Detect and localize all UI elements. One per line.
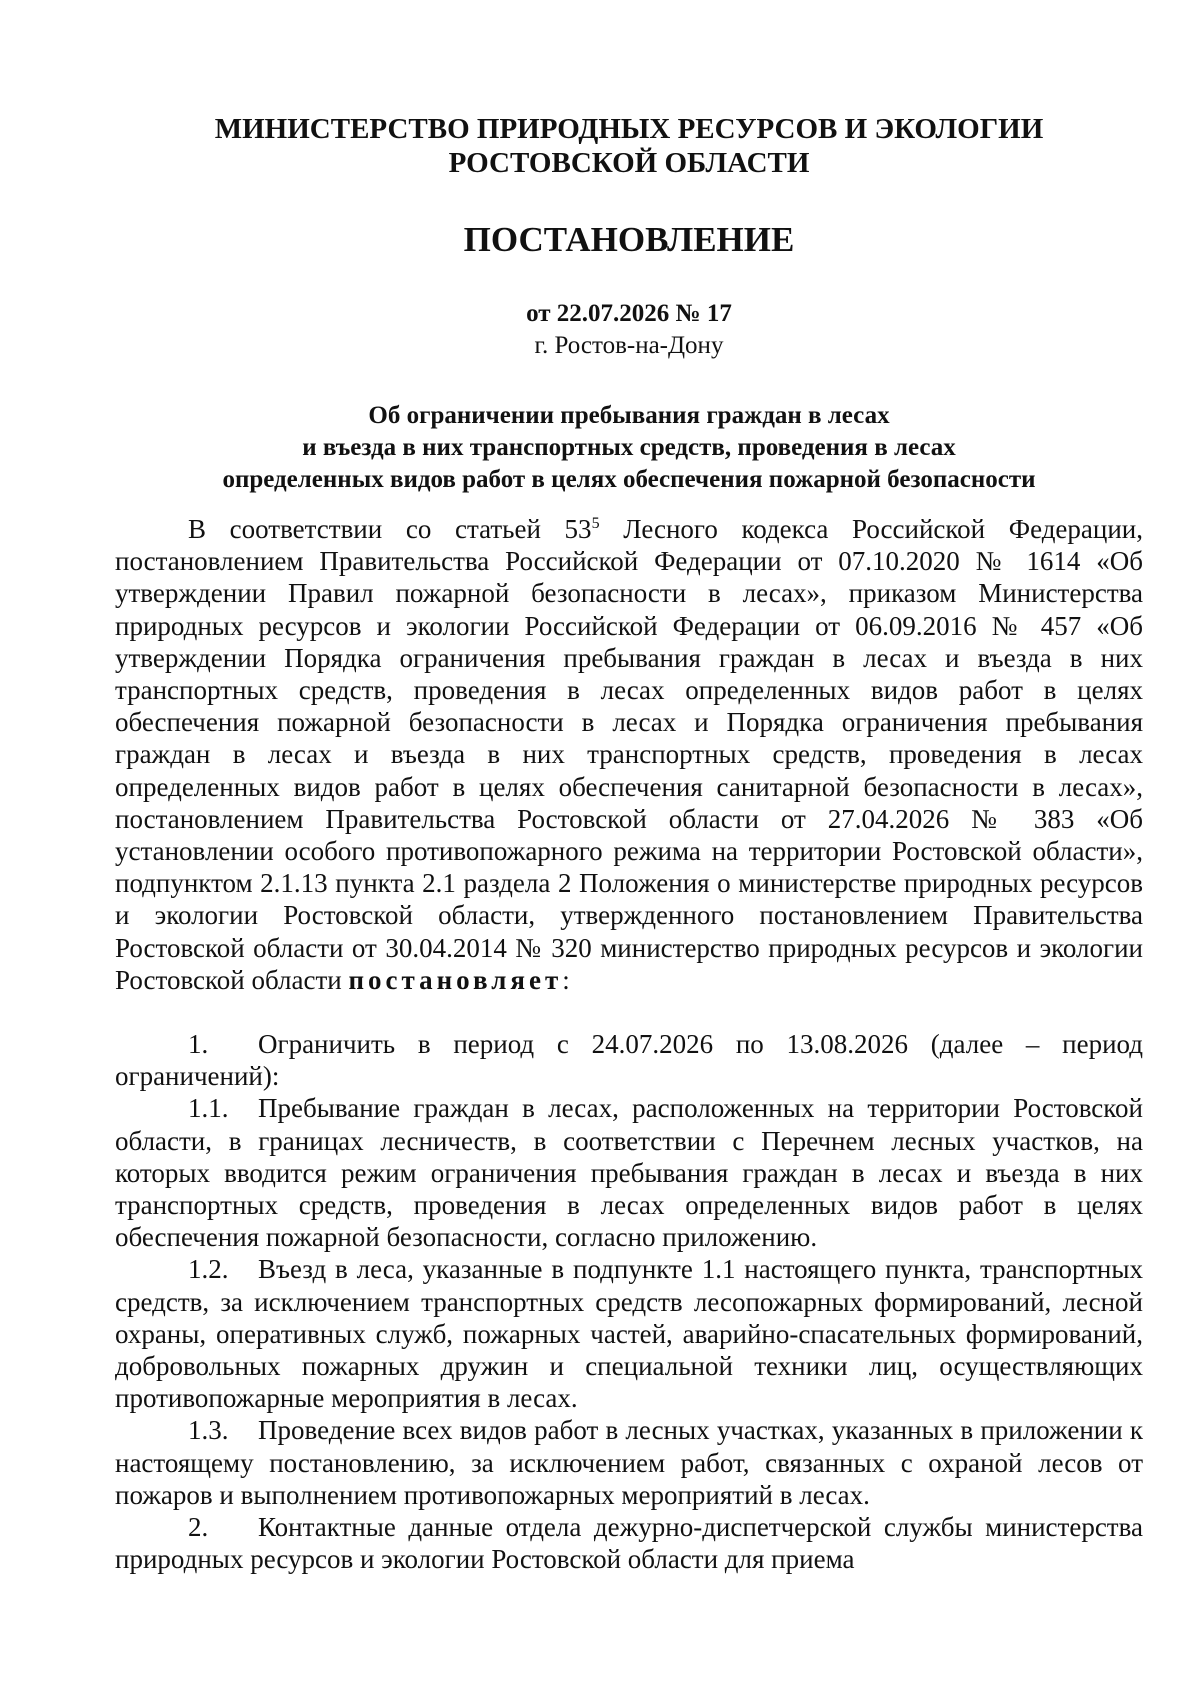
- article-superscript: 5: [591, 515, 600, 532]
- item-number: 1.2.: [188, 1254, 229, 1285]
- preamble-text-rest: Лесного кодекса Российской Федерации, постановлением Правительства Российской Федерации от 07.10.2020 № 1614 «Об утверждении Правил пожарной безопасности в лесах», приказом Министерства природных ресурсов и экологии Российской Федерации от 06.09.2016 № 457 «Об утверждении Порядка ограничения пребывания граждан в лесах и въезда в них транспортных средств, проведения в лесах определенных видов работ в целях обеспечения пожарной безопасности в лесах и Порядка ограничения пребывания граждан в лесах и въезда в них транспортных средств, проведения в лесах определенных видов работ в целях обеспечения санитарной безопасности в лесах», постановлением Правительства Ростовской области от 27.04.2026 № 383 «Об установлении особого противопожарного режима на территории Ростовской области», подпунктом 2.1.13 пункта 2.1 раздела 2 Положения о министерстве природных ресурсов и экологии Ростовской области, утвержденного постановлением Правительства Ростовской области от 30.04.2014 № 320 министерство природных ресурсов и экологии Ростовской области: [115, 514, 1143, 995]
- document-title: [115, 400, 1143, 496]
- preamble-text-start: В соответствии со статьей 53: [188, 514, 592, 544]
- item-1-3: [115, 1414, 1143, 1511]
- title-line1: Об ограничении пребывания граждан в лесах: [368, 402, 890, 429]
- document-page: [115, 112, 1143, 1576]
- title-line2: и въезда в них транспортных средств, проведения в лесах: [302, 434, 956, 461]
- ministry-name-line1: МИНИСТЕРСТВО ПРИРОДНЫХ РЕСУРСОВ И ЭКОЛОГИИ: [214, 113, 1044, 145]
- preamble-paragraph: [115, 513, 1143, 996]
- item-text: Контактные данные отдела дежурно-диспетчерской службы министерства природных ресурсов и экологии Ростовской области для приема: [115, 1512, 1143, 1575]
- item-number: 1.3.: [188, 1415, 229, 1446]
- ministry-name-line2: РОСТОВСКОЙ ОБЛАСТИ: [448, 147, 810, 179]
- item-number: 1.: [188, 1029, 209, 1060]
- item-2: [115, 1511, 1143, 1575]
- item-number: 2.: [188, 1512, 209, 1543]
- item-1-2: [115, 1253, 1143, 1414]
- document-date-number: от 22.07.2026 № 17: [526, 300, 732, 327]
- document-body: [115, 513, 1143, 1576]
- decree-word: постановляет: [348, 964, 563, 995]
- item-text: Пребывание граждан в лесах, расположенных на территории Ростовской области, в границах лесничеств, в соответствии с Перечнем лесных участков, на которых вводится режим ограничения пребывания граждан в лесах и въезда в них транспортных средств, проведения в лесах определенных видов работ в целях обеспечения пожарной безопасности, согласно приложению.: [115, 1093, 1143, 1253]
- decree-colon: :: [562, 964, 570, 995]
- item-text: Въезд в леса, указанные в подпункте 1.1 настоящего пункта, транспортных средств, за исключением транспортных средств лесопожарных формирований, лесной охраны, оперативных служб, пожарных частей, аварийно-спасательных формирований, добровольных пожарных дружин и специальной техники лиц, осуществляющих противопожарные мероприятия в лесах.: [115, 1254, 1143, 1414]
- item-1: [115, 1028, 1143, 1092]
- title-line3: определенных видов работ в целях обеспечения пожарной безопасности: [222, 466, 1036, 493]
- item-1-1: [115, 1092, 1143, 1253]
- item-text: Ограничить в период с 24.07.2026 по 13.08.2026 (далее – период ограничений):: [115, 1029, 1143, 1092]
- document-city: г. Ростов-на-Дону: [534, 332, 724, 359]
- item-number: 1.1.: [188, 1093, 229, 1124]
- document-type: ПОСТАНОВЛЕНИЕ: [463, 220, 795, 259]
- item-text: Проведение всех видов работ в лесных участках, указанных в приложении к настоящему постановлению, за исключением работ, связанных с охраной лесов от пожаров и выполнением противопожарных мероприятий в лесах.: [115, 1415, 1143, 1510]
